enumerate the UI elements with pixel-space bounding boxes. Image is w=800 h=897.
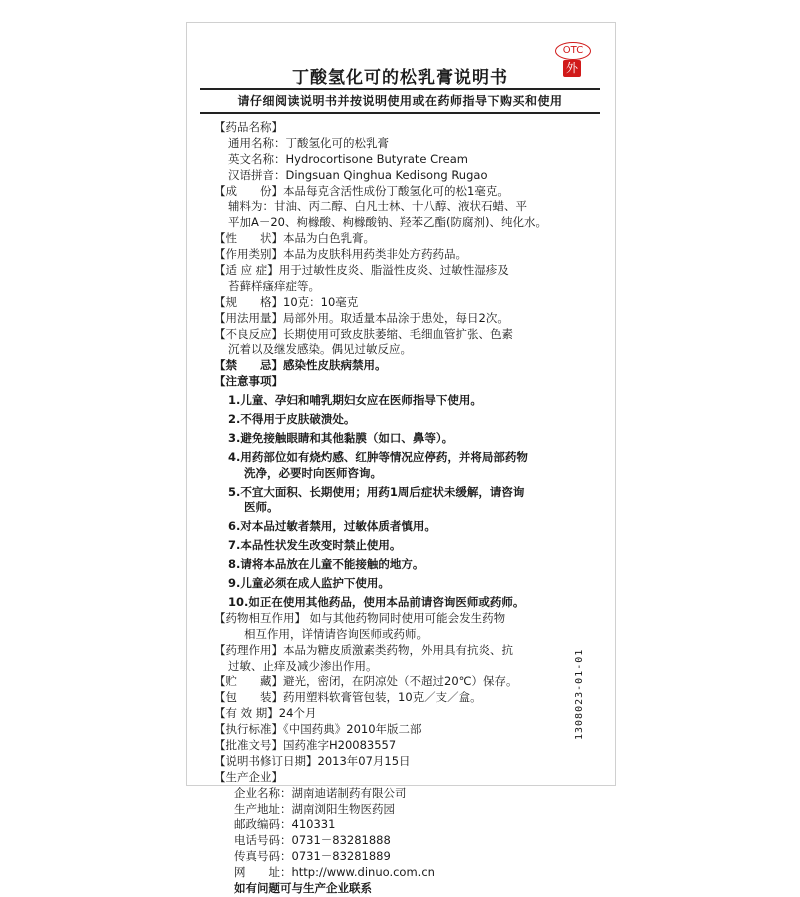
leaflet-line: 相互作用，详情请咨询医师或药师。 [244, 626, 428, 641]
leaflet-line: 【贮 藏】避光，密闭，在阴凉处（不超过20℃）保存。 [214, 674, 518, 689]
document-title: 丁酸氢化可的松乳膏说明书 [292, 68, 508, 88]
leaflet-line: 【不良反应】长期使用可致皮肤萎缩、毛细血管扩张、色素 [214, 326, 513, 341]
leaflet-line: 医师。 [244, 500, 279, 515]
leaflet-line: 【规 格】10克：10毫克 [214, 294, 359, 309]
leaflet-line: 1.儿童、孕妇和哺乳期妇女应在医师指导下使用。 [228, 393, 482, 408]
leaflet-line: 【性 状】本品为白色乳膏。 [214, 231, 375, 246]
leaflet-line: 苔藓样瘙痒症等。 [228, 278, 320, 293]
leaflet-line: 传真号码：0731－83281889 [234, 849, 391, 864]
leaflet-line: 【药理作用】本品为糖皮质激素类药物，外用具有抗炎、抗 [214, 642, 513, 657]
leaflet-line: 沉着以及继发感染。偶见过敏反应。 [228, 342, 412, 357]
leaflet-line: 【注意事项】 [214, 374, 283, 389]
leaflet-line: 生产地址：湖南浏阳生物医药园 [234, 801, 395, 816]
leaflet-line: 电话号码：0731－83281888 [234, 833, 391, 848]
leaflet-line: 【批准文号】国药准字H20083557 [214, 737, 397, 752]
leaflet-line: 【生产企业】 [214, 769, 283, 784]
otc-badge: OTC [555, 42, 591, 60]
leaflet-line: 企业名称：湖南迪诺制药有限公司 [234, 785, 407, 800]
leaflet-line: 7.本品性状发生改变时禁止使用。 [228, 538, 402, 553]
leaflet-line: 【有 效 期】24个月 [214, 706, 317, 721]
leaflet-line: 邮政编码：410331 [234, 817, 336, 832]
leaflet-line: 8.请将本品放在儿童不能接触的地方。 [228, 557, 425, 572]
leaflet-line: 英文名称：Hydrocortisone Butyrate Cream [228, 151, 468, 166]
leaflet-line: 【用法用量】局部外用。取适量本品涂于患处，每日2次。 [214, 310, 509, 325]
leaflet-line: 【说明书修订日期】2013年07月15日 [214, 753, 411, 768]
leaflet-line: 通用名称：丁酸氢化可的松乳膏 [228, 135, 389, 150]
leaflet-line: 【药品名称】 [214, 120, 283, 134]
side-code: 1308023-01-01 [574, 648, 585, 740]
leaflet-line: 辅料为：甘油、丙二醇、白凡士林、十八醇、液状石蜡、平 [228, 199, 527, 214]
leaflet-line: 4.用药部位如有烧灼感、红肿等情况应停药，并将局部药物 [228, 449, 528, 464]
leaflet-content [214, 120, 594, 897]
document-subtitle: 请仔细阅读说明书并按说明使用或在药师指导下购买和使用 [237, 94, 563, 108]
leaflet-line: 10.如正在使用其他药品，使用本品前请咨询医师或药师。 [228, 594, 525, 609]
leaflet-line: 汉语拼音：Dingsuan Qinghua Kedisong Rugao [228, 167, 488, 182]
leaflet-line: 平加A－20、枸橼酸、枸橼酸钠、羟苯乙酯(防腐剂)、纯化水。 [228, 215, 547, 230]
leaflet-line: 【适 应 症】用于过敏性皮炎、脂溢性皮炎、过敏性湿疹及 [214, 263, 509, 278]
leaflet-line: 如有问题可与生产企业联系 [234, 880, 372, 895]
leaflet-line: 【包 装】药用塑料软膏管包装，10克／支／盒。 [214, 690, 482, 705]
leaflet-line: 9.儿童必须在成人监护下使用。 [228, 576, 390, 591]
leaflet-line: 【执行标准】《中国药典》2010年版二部 [214, 722, 422, 737]
leaflet-line: 6.对本品过敏者禁用，过敏体质者慎用。 [228, 519, 436, 534]
leaflet-line: 网 址：http://www.dinuo.com.cn [234, 865, 435, 880]
leaflet-line: 5.不宜大面积、长期使用；用药1周后症状未缓解，请咨询 [228, 484, 525, 499]
leaflet-line: 2.不得用于皮肤破溃处。 [228, 412, 356, 427]
leaflet-line: 【药物相互作用】 如与其他药物同时使用可能会发生药物 [214, 610, 506, 625]
leaflet-line: 3.避免接触眼睛和其他黏膜（如口、鼻等）。 [228, 430, 454, 445]
leaflet-line: 过敏、止痒及减少渗出作用。 [228, 658, 378, 673]
subtitle-divider [200, 112, 600, 114]
leaflet-line: 【作用类别】本品为皮肤科用药类非处方药药品。 [214, 247, 467, 262]
leaflet-line: 【禁 忌】感染性皮肤病禁用。 [214, 358, 387, 373]
title-divider [200, 88, 600, 90]
otc-external-badge: 外 [563, 60, 581, 77]
leaflet-line: 【成 份】本品每克含活性成份丁酸氢化可的松1毫克。 [214, 183, 509, 198]
leaflet-line: 洗净，必要时向医师咨询。 [244, 465, 382, 480]
